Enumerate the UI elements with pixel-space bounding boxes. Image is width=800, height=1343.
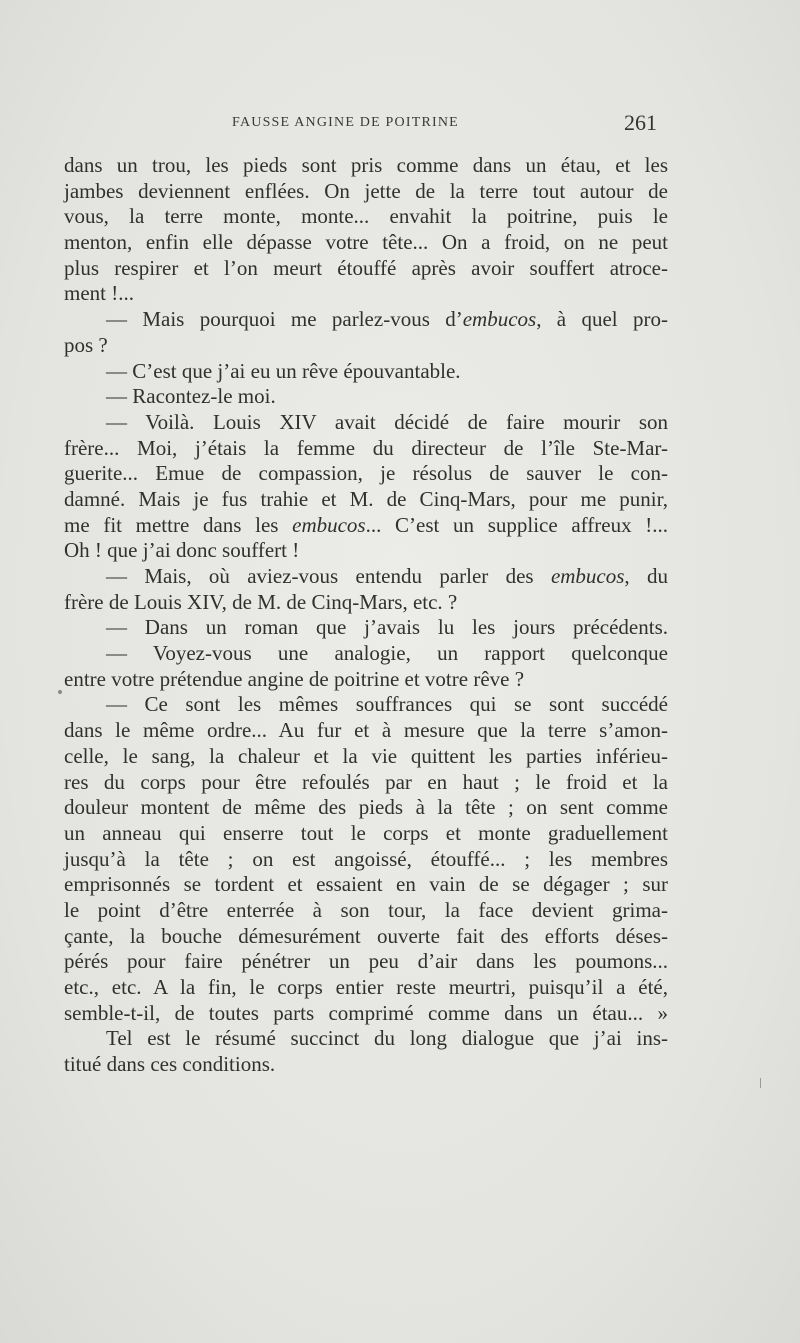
text-line: le point d’être enterrée à son tour, la face devient grima-	[64, 897, 668, 922]
text-line: jambes deviennent enflées. On jette de la terre tout autour de	[64, 178, 668, 203]
text-line: etc., etc. A la fin, le corps entier reste meurtri, puisqu’il a été,	[64, 975, 668, 999]
text-line: guerite... Emue de compassion, je résolus de sauver le con-	[64, 461, 668, 486]
text-line: Tel est le résumé succinct du long dialogue que j’ai ins-	[106, 1026, 668, 1051]
text-line: frère de Louis XIV, de M. de Cinq-Mars, etc. ?	[64, 589, 458, 614]
text-line: — C’est que j’ai eu un rêve épouvantable.	[106, 358, 461, 383]
text-line: — Voyez-vous une analogie, un rapport quelconque	[106, 641, 668, 666]
text-line: me fit mettre dans les embucos... C’est un supplice affreux !...	[64, 512, 668, 537]
running-header	[0, 110, 800, 139]
text-line: emprisonnés se tordent et essaient en vain de se dégager ; sur	[64, 872, 668, 897]
running-title: FAUSSE ANGINE DE POITRINE	[232, 115, 459, 130]
text-line: — Mais pourquoi me parlez-vous d’embucos, à quel pro-	[106, 307, 668, 332]
text-line: — Racontez-le moi.	[106, 384, 276, 409]
paper-speck	[58, 690, 62, 694]
text-line: damné. Mais je fus trahie et M. de Cinq-Mars, pour me punir,	[64, 486, 668, 511]
text-line: douleur montent de même des pieds à la tête ; on sent comme	[64, 795, 668, 820]
text-line: — Voilà. Louis XIV avait décidé de faire mourir son	[106, 409, 668, 434]
text-line: res du corps pour être refoulés par en haut ; le froid et la	[64, 769, 668, 794]
text-line: entre votre prétendue angine de poitrine et votre rêve ?	[64, 666, 525, 691]
text-line: — Dans un roman que j’avais lu les jours précédents.	[106, 615, 668, 640]
text-line: pos ?	[64, 332, 108, 357]
text-line: plus respirer et l’on meurt étouffé après avoir souffert atroce-	[64, 255, 668, 280]
text-line: ment !...	[64, 281, 134, 306]
text-line: semble-t-il, de toutes parts comprimé comme dans un étau... »	[64, 1000, 668, 1025]
text-line: — Ce sont les mêmes souffrances qui se sont succédé	[106, 692, 668, 717]
body-text	[64, 153, 668, 1078]
text-line: vous, la terre monte, monte... envahit la poitrine, puis le	[64, 204, 668, 229]
text-line: menton, enfin elle dépasse votre tête... On a froid, on ne peut	[64, 230, 668, 255]
text-line: dans le même ordre... Au fur et à mesure que la terre s’amon-	[64, 718, 668, 743]
text-line: celle, le sang, la chaleur et la vie quittent les parties inférieu-	[64, 743, 668, 768]
text-line: un anneau qui enserre tout le corps et monte graduellement	[64, 820, 668, 845]
page-number: 261	[624, 110, 657, 135]
text-line: dans un trou, les pieds sont pris comme dans un étau, et les	[64, 153, 668, 177]
text-line: — Mais, où aviez-vous entendu parler des embucos, du	[106, 564, 668, 588]
italic-word: embucos	[462, 307, 537, 332]
italic-word: embucos	[550, 564, 625, 588]
text-line: çante, la bouche démesurément ouverte fait des efforts déses-	[64, 923, 668, 948]
text-line: titué dans ces conditions.	[64, 1052, 276, 1077]
text-line: jusqu’à la tête ; on est angoissé, étouffé... ; les membres	[64, 846, 668, 871]
text-line: pérés pour faire pénétrer un peu d’air dans les poumons...	[64, 949, 668, 974]
text-line: Oh ! que j’ai donc souffert !	[64, 538, 300, 563]
paper-mark	[760, 1078, 761, 1088]
italic-word: embucos	[292, 512, 366, 537]
text-line: frère... Moi, j’étais la femme du directeur de l’île Ste-Mar-	[64, 435, 668, 460]
